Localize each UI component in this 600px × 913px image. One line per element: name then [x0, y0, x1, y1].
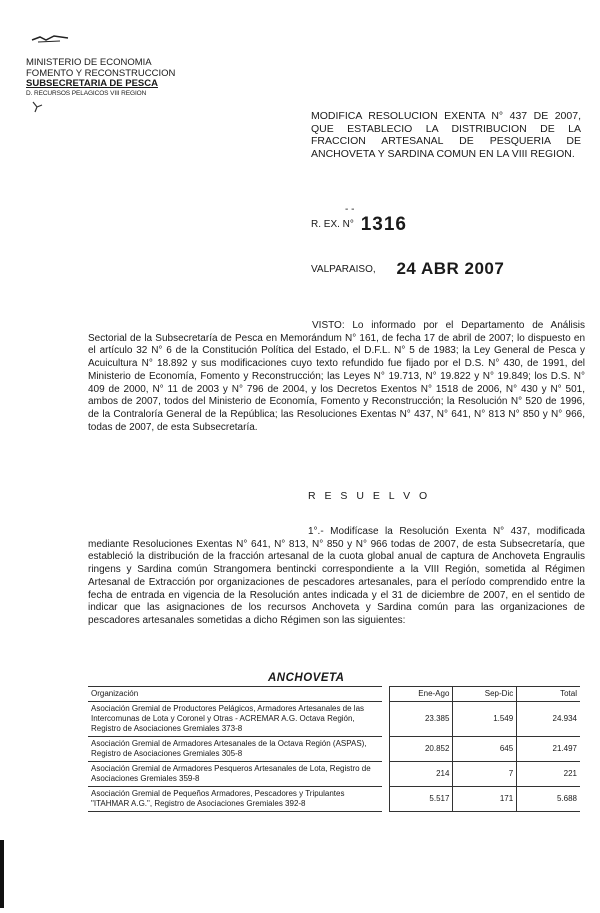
sep-dic-cell: 1.549	[453, 702, 517, 737]
resuelvo-heading: R E S U E L V O	[308, 490, 431, 502]
resolution-number: 1316	[360, 214, 407, 235]
header-total: Total	[517, 687, 580, 702]
handwritten-mark-icon	[30, 100, 44, 114]
undersecretary-name: SUBSECRETARIA DE PESCA	[26, 78, 158, 89]
date-stamp: 24 ABR 2007	[396, 259, 505, 278]
header-ene-ago: Ene-Ago	[389, 687, 453, 702]
place-date-line	[311, 259, 504, 279]
article-1-text: 1°.- Modifícase la Resolución Exenta N° 437, modificada mediante Resoluciones Exentas N° 641, N° 813, N° 850 y N° 966 todas de 2007, de esta Subsecretaría, que estableció la distribución de la fracción artesanal de la cuota global anual de captura de Anchoveta Engraulis ringens y Sardina común Strangomera bentincki correspondiente a la VIII Región, sometida al Régimen Artesanal de Extracción por organizaciones de pescadores artesanales, para el período comprendido entre la fecha de entrada en vigencia de la Resolución antes indicada y el 31 de diciembre de 2007, en el sentido de indicar que las asignaciones de los recursos Anchoveta y Sardina común para las organizaciones de pescadores artesanales sometidas a dicho Régimen son las siguientes:	[88, 526, 585, 626]
ministry-name-line1: MINISTERIO DE ECONOMIA	[26, 57, 152, 68]
table-row	[88, 737, 580, 762]
visto-text: VISTO: Lo informado por el Departamento de Análisis Sectorial de la Subsecretaría de Pesca en Memorándum N° 161, de fecha 17 de abril de 2007; lo dispuesto en el artículo 32 N° 6 de la Constitución Política del Estado, el D.F.L. N° 5 de 1983; la Ley General de Pesca y Acuicultura N° 18.892 y sus modificaciones cuyo texto refundido fue fijado por el D.S. N° 430, de 1991, del Ministerio de Economía, Fomento y Reconstrucción; las Leyes N° 19.713, N° 19.822 y N° 19.849; los D.S. N° 409 de 2000, N° 11 de 2003 y N° 796 de 2004, y los Decretos Exentos N° 1518 de 2006, N° 430 y N° 501, ambos de 2007, todos del Ministerio de Economía, Fomento y Reconstrucción; la Resolución N° 520 de 1996, de la Contraloría General de la República; las Resoluciones Exentas N° 437, N° 641, N° 813 N° 850 y N° 966, todas de 2007, de esta Subsecretaría.	[88, 320, 585, 433]
table-row	[88, 762, 580, 787]
org-cell: Asociación Gremial de Armadores Artesanales de la Octava Región (ASPAS), Registro de Asociaciones Gremiales 305-8	[88, 737, 382, 762]
ministry-logo-icon	[30, 28, 70, 46]
scan-edge-mark	[0, 840, 4, 908]
org-cell: Asociación Gremial de Pequeños Armadores, Pescadores y Tripulantes "ITAHMAR A.G.", Registro de Asociaciones Gremiales 392-8	[88, 787, 382, 812]
resolution-label: R. EX. N°	[311, 219, 354, 230]
department-note: D. RECURSOS PELAGICOS VIII REGION	[26, 89, 147, 97]
sep-dic-cell: 7	[453, 762, 517, 787]
org-cell: Asociación Gremial de Armadores Pesqueros Artesanales de Lota, Registro de Asociaciones Gremiales 359-8	[88, 762, 382, 787]
header-sep-dic: Sep-Dic	[453, 687, 517, 702]
table-row	[88, 702, 580, 737]
resolution-number-line: - - R. EX. N° 1316	[311, 204, 407, 235]
ene-ago-cell: 5.517	[389, 787, 453, 812]
ene-ago-cell: 214	[389, 762, 453, 787]
ene-ago-cell: 20.852	[389, 737, 453, 762]
letterhead	[26, 58, 186, 98]
total-cell: 221	[517, 762, 580, 787]
place: VALPARAISO,	[311, 264, 376, 275]
total-cell: 21.497	[517, 737, 580, 762]
ene-ago-cell: 23.385	[389, 702, 453, 737]
article-1-paragraph	[88, 526, 585, 628]
visto-paragraph	[88, 320, 585, 434]
table-title: ANCHOVETA	[268, 672, 345, 684]
table-row	[88, 787, 580, 812]
document-subject: MODIFICA RESOLUCION EXENTA N° 437 DE 2007, QUE ESTABLECIO LA DISTRIBUCION DE LA FRACCION ARTESANAL DE PESQUERIA DE ANCHOVETA Y SARDINA COMUN EN LA VIII REGION.	[311, 110, 581, 160]
ministry-name-line2: FOMENTO Y RECONSTRUCCION	[26, 67, 176, 79]
sep-dic-cell: 171	[453, 787, 517, 812]
org-cell: Asociación Gremial de Productores Pelágicos, Armadores Artesanales de las Intercomunas de Lota y Coronel y Otras - ACREMAR A.G. Octava Región, Registro de Asociaciones Gremiales 373-8	[88, 702, 382, 737]
header-organization: Organización	[88, 687, 382, 702]
allocation-table	[88, 686, 580, 812]
total-cell: 5.688	[517, 787, 580, 812]
sep-dic-cell: 645	[453, 737, 517, 762]
table-header-row	[88, 687, 580, 702]
total-cell: 24.934	[517, 702, 580, 737]
